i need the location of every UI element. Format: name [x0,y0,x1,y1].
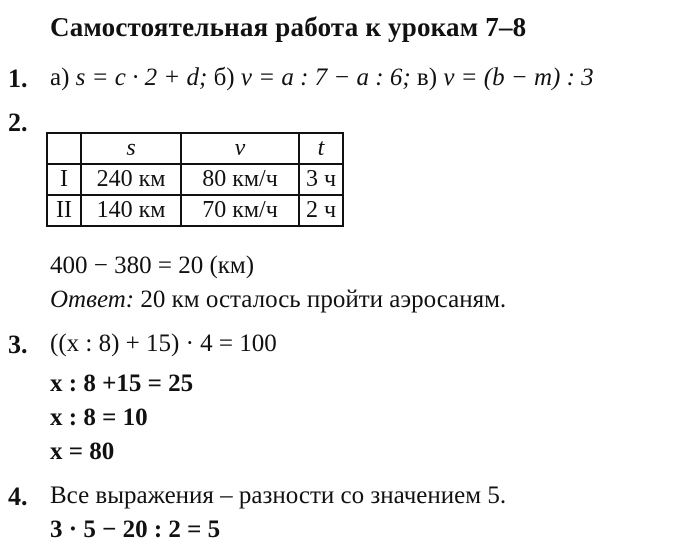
answer-label: Ответ: [50,286,135,313]
speed-table [46,132,344,227]
task1-c-expression: v = (b − m) : 3 [443,64,594,91]
task4-number: 4. [8,482,28,511]
task1-c-label: в) [416,64,438,91]
table-cell: 240 км [81,164,181,195]
table-header-cell: s [81,133,181,164]
table-row [47,195,343,226]
task1-number: 1. [8,64,28,93]
page-title: Самостоятельная работа к урокам 7–8 [50,12,527,42]
answer-text: 20 км осталось пройти аэросаням. [140,286,507,313]
table-cell: 3 ч [299,164,343,195]
task1-a-expression: s = c · 2 + d; [75,64,208,91]
task1-line [50,64,594,92]
table-cell: I [47,164,81,195]
task2-answer [50,286,506,314]
table-cell: 140 км [81,195,181,226]
table-cell: II [47,195,81,226]
task3-step-1: x : 8 +15 = 25 [50,370,194,397]
task4-text: Все выражения – разности со значением 5. [50,482,507,509]
table-header-cell [47,133,81,164]
task1-b-label: б) [213,64,235,91]
task3-number: 3. [8,330,28,359]
task3-step-2: x : 8 = 10 [50,404,148,431]
task1-a-label: а) [50,64,70,91]
table-cell: 70 км/ч [181,195,299,226]
task3-step-3: x = 80 [50,438,115,465]
task2-calculation: 400 − 380 = 20 (км) [50,252,255,279]
table-header-row [47,133,343,164]
task2-number: 2. [8,108,28,137]
table-header-cell: v [181,133,299,164]
task3-equation: ((x : 8) + 15) · 4 = 100 [50,330,277,357]
table-row [47,164,343,195]
table-cell: 80 км/ч [181,164,299,195]
table-cell: 2 ч [299,195,343,226]
task1-b-expression: v = a : 7 − a : 6; [240,64,411,91]
table-header-cell: t [299,133,343,164]
task4-expression: 3 · 5 − 20 : 2 = 5 [50,516,221,543]
